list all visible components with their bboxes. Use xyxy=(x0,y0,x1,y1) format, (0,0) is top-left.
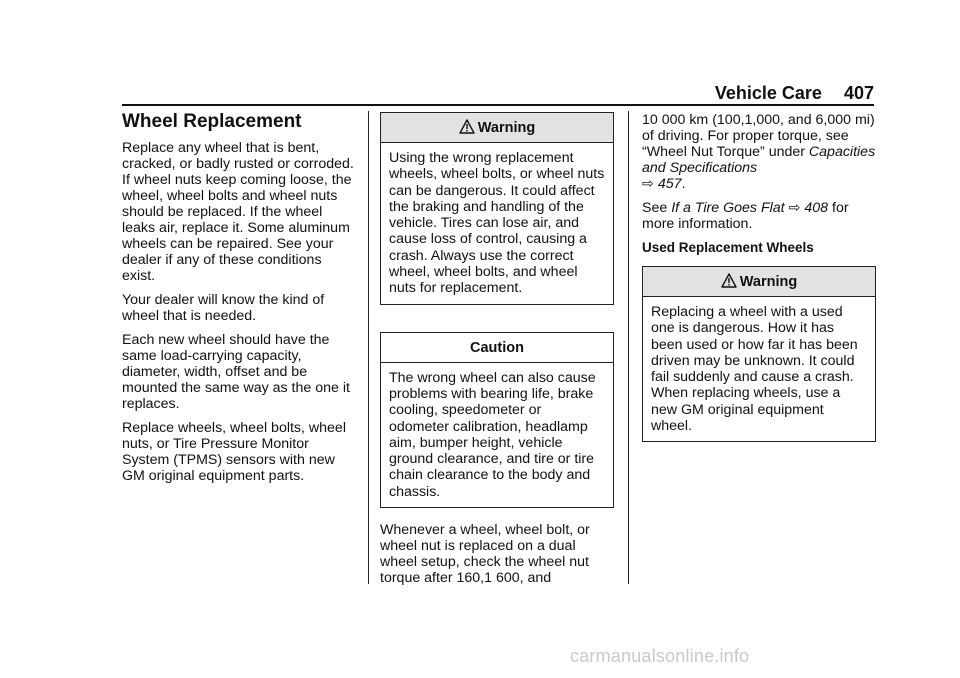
paragraph: Replace wheels, wheel bolts, wheel nuts, or Tire Pressure Monitor System (TPMS) sensors with new GM original equipment parts. xyxy=(122,420,346,484)
page-header xyxy=(715,83,874,104)
paragraph: Replace any wheel that is bent, cracked, or badly rusted or corroded. If wheel nuts keep coming loose, the wheel, wheel bolts and wheel nuts should be replaced. If the wheel leaks air, replace it. Some aluminum wheels can be repaired. See your dealer if any of these conditions exist. xyxy=(122,140,354,284)
column-2 xyxy=(380,112,614,594)
subheading: Used Replacement Wheels xyxy=(642,240,814,255)
paragraph: Whenever a wheel, wheel bolt, or wheel nut is replaced on a dual wheel setup, check the wheel nut torque after 160,1 600, and xyxy=(380,522,590,587)
paragraph-text: See xyxy=(642,200,672,216)
watermark: carmanualsonline.info xyxy=(570,646,750,666)
page-reference[interactable]: 408 xyxy=(804,200,829,216)
cross-reference-link[interactable]: If a Tire Goes Flat xyxy=(671,200,785,216)
warning-triangle-icon xyxy=(459,119,475,134)
page-reference[interactable]: 457 xyxy=(657,176,682,192)
paragraph: Each new wheel should have the same load-carrying capacity, diameter, width, offset and be mounted the same way as the one it replaces. xyxy=(122,332,350,412)
paragraph: 10 000 km (100,1,000, and 6,000 mi) of driving. For proper torque, see “Wheel Nut Torque” under Capacities and Specifications ⇨ 457. xyxy=(642,112,876,192)
caution-text: The wrong wheel can also cause problems with bearing life, brake cooling, speedometer or odometer calibration, headlamp aim, bumper height, vehicle ground clearance, and tire or tire chain clearance to the body and chassis. xyxy=(389,369,596,500)
warning-title: Warning xyxy=(477,120,536,136)
cross-reference-link[interactable]: Capacities and Specifications xyxy=(642,144,876,176)
paragraph: Your dealer will know the kind of wheel that is needed. xyxy=(122,292,325,324)
warning-text: Using the wrong replacement wheels, wheel bolts, or wheel nuts can be dangerous. It could affect the braking and handling of the vehicle. Tires can lose air, and cause loss of control, causing a crash. Always use the correct wheel, wheel bolts, and wheel nuts for replacement. xyxy=(389,150,605,297)
column-divider-1 xyxy=(368,111,369,584)
warning-text: Replacing a wheel with a used one is dangerous. How it has been used or how far it has been driven may be unknown. It could fail suddenly and cause a crash. When replacing wheels, use a new GM original equipment wheel. xyxy=(651,304,858,435)
column-3 xyxy=(642,112,876,442)
caution-box xyxy=(380,332,614,508)
page-ref-icon: ⇨ xyxy=(788,200,801,216)
warning-box xyxy=(642,266,876,442)
paragraph-text: 10 000 km (100,1,000, and 6,000 mi) of driving. For proper torque, see “Wheel Nut Torque” under xyxy=(642,112,875,160)
section-heading: Wheel Replacement xyxy=(122,111,302,132)
warning-box xyxy=(380,112,614,305)
page-ref-icon: ⇨ xyxy=(642,176,654,192)
warning-header xyxy=(381,113,613,143)
header-rule xyxy=(122,104,874,106)
caution-header: Caution xyxy=(381,333,613,363)
warning-title: Warning xyxy=(739,274,798,290)
page-number: 407 xyxy=(843,83,874,103)
paragraph-text: for more information. xyxy=(642,200,849,232)
column-1 xyxy=(122,112,356,492)
warning-header xyxy=(643,267,875,297)
warning-triangle-icon xyxy=(721,273,737,288)
column-divider-2 xyxy=(628,111,629,584)
section-title: Vehicle Care xyxy=(714,83,822,103)
paragraph xyxy=(642,200,876,232)
